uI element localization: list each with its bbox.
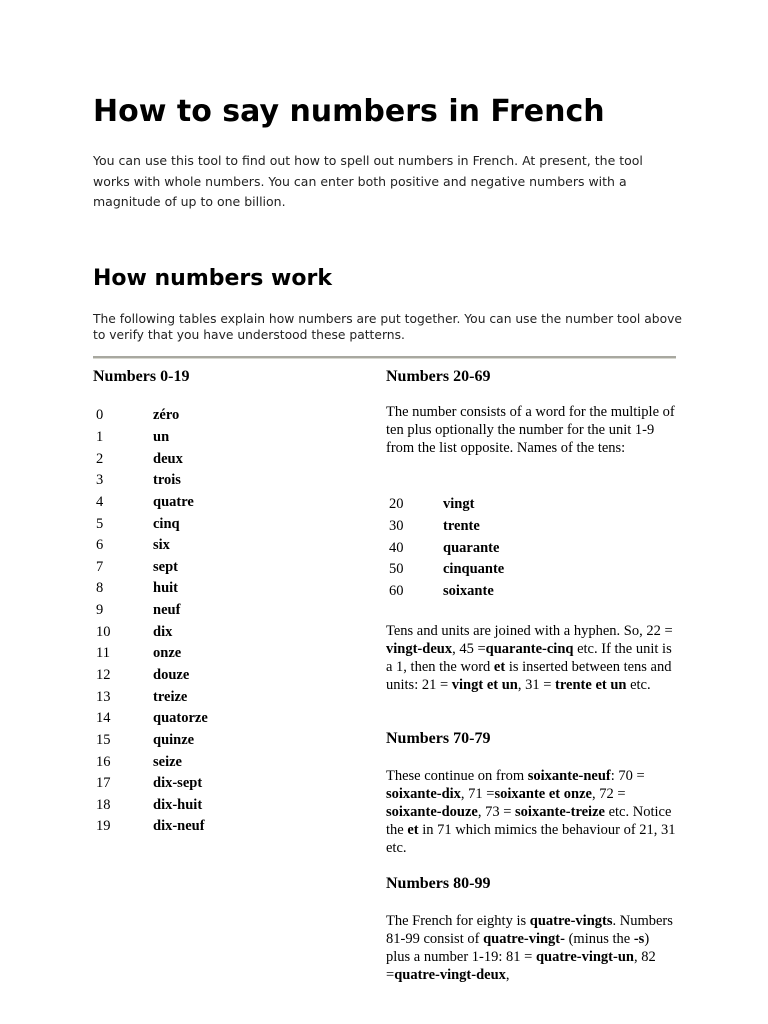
- word-cell: cinq: [153, 515, 180, 532]
- table-row: [93, 665, 208, 687]
- number-cell: 17: [96, 775, 111, 792]
- number-cell: 6: [96, 537, 104, 554]
- table-row: [386, 559, 504, 581]
- table-row: [93, 816, 208, 838]
- table-row: [93, 600, 208, 622]
- word-cell: six: [153, 537, 170, 554]
- word-cell: onze: [153, 645, 182, 662]
- number-cell: 10: [96, 623, 111, 640]
- section-heading: How numbers work: [93, 266, 332, 291]
- table-row: [93, 492, 208, 514]
- word-cell: vingt: [443, 496, 475, 513]
- word-cell: huit: [153, 580, 178, 597]
- table-row: [93, 621, 208, 643]
- word-cell: neuf: [153, 602, 181, 619]
- number-cell: 3: [96, 472, 104, 489]
- number-cell: 14: [96, 710, 111, 727]
- page-title: How to say numbers in French: [93, 94, 605, 129]
- number-cell: 20: [389, 496, 404, 513]
- numbers-20-69-description: The number consists of a word for the multiple of ten plus optionally the number for the unit 1-9 from the list opposite. Names of the tens:: [386, 404, 675, 456]
- table-row: [93, 795, 208, 817]
- number-cell: 0: [96, 407, 104, 424]
- table-row: [93, 751, 208, 773]
- word-cell: dix-neuf: [153, 818, 205, 835]
- number-cell: 1: [96, 428, 104, 445]
- numbers-80-99-paragraph: The French for eighty is quatre-vingts. Numbers 81-99 consist of quatre-vingt- (minus the -s) plus a number 1-19: 81 = quatre-vingt-un, 82 =quatre-vingt-deux,: [386, 913, 673, 983]
- table-row: [93, 773, 208, 795]
- word-cell: quatorze: [153, 710, 208, 727]
- numbers-0-19-heading: Numbers 0-19: [93, 368, 190, 385]
- table-row: [93, 535, 208, 557]
- numbers-80-99-heading: Numbers 80-99: [386, 875, 491, 892]
- word-cell: un: [153, 428, 170, 445]
- number-cell: 30: [389, 517, 404, 534]
- number-cell: 9: [96, 602, 104, 619]
- word-cell: deux: [153, 450, 183, 467]
- number-cell: 5: [96, 515, 104, 532]
- table-row: [93, 470, 208, 492]
- section-intro-paragraph: The following tables explain how numbers are put together. You can use the number tool above to verify that you have understood these patterns.: [93, 312, 682, 342]
- table-row: [386, 581, 504, 603]
- number-cell: 16: [96, 753, 111, 770]
- table-row: [93, 643, 208, 665]
- word-cell: seize: [153, 753, 182, 770]
- table-row: [93, 686, 208, 708]
- word-cell: cinquante: [443, 561, 505, 578]
- table-row: [93, 513, 208, 535]
- table-row: [93, 556, 208, 578]
- word-cell: quinze: [153, 731, 195, 748]
- number-cell: 19: [96, 818, 111, 835]
- word-cell: dix-huit: [153, 796, 203, 813]
- word-cell: treize: [153, 688, 188, 705]
- number-cell: 60: [389, 582, 404, 599]
- number-cell: 50: [389, 561, 404, 578]
- number-cell: 18: [96, 796, 111, 813]
- tens-table: [386, 494, 504, 602]
- table-row: [386, 516, 504, 538]
- word-cell: zéro: [153, 407, 180, 424]
- numbers-0-19-table: [93, 405, 208, 838]
- word-cell: trente: [443, 517, 480, 534]
- table-row: [93, 448, 208, 470]
- tens-units-join-paragraph: Tens and units are joined with a hyphen. So, 22 = vingt-deux, 45 =quarante-cinq etc. If the unit is a 1, then the word et is inserted between tens and units: 21 = vingt et un, 31 = trente et un etc.: [386, 623, 673, 693]
- table-row: [93, 730, 208, 752]
- table-row: [93, 578, 208, 600]
- number-cell: 40: [389, 539, 404, 556]
- divider: [93, 356, 676, 359]
- number-cell: 4: [96, 493, 104, 510]
- numbers-70-79-paragraph: These continue on from soixante-neuf: 70 = soixante-dix, 71 =soixante et onze, 72 = soixante-douze, 73 = soixante-treize etc. Notice the et in 71 which mimics the behaviour of 21, 31 etc.: [386, 768, 676, 856]
- number-cell: 7: [96, 558, 104, 575]
- word-cell: soixante: [443, 582, 494, 599]
- table-row: [93, 427, 208, 449]
- number-cell: 8: [96, 580, 104, 597]
- word-cell: dix: [153, 623, 173, 640]
- word-cell: quatre: [153, 493, 194, 510]
- number-cell: 12: [96, 667, 111, 683]
- numbers-20-69-heading: Numbers 20-69: [386, 368, 491, 385]
- number-cell: 11: [96, 645, 110, 662]
- word-cell: sept: [153, 558, 178, 575]
- table-row: [93, 708, 208, 730]
- numbers-70-79-heading: Numbers 70-79: [386, 730, 491, 747]
- word-cell: quarante: [443, 539, 500, 556]
- table-row: [386, 537, 504, 559]
- word-cell: trois: [153, 472, 181, 489]
- number-cell: 13: [96, 688, 111, 705]
- table-row: [93, 405, 208, 427]
- number-cell: 15: [96, 731, 111, 748]
- number-cell: 2: [96, 450, 104, 467]
- word-cell: dix-sept: [153, 775, 203, 792]
- word-cell: douze: [153, 667, 190, 683]
- intro-paragraph: You can use this tool to find out how to spell out numbers in French. At present, the tool works with whole numbers. You can enter both positive and negative numbers with a magnitude of up to one billion.: [93, 153, 643, 209]
- table-row: [386, 494, 504, 516]
